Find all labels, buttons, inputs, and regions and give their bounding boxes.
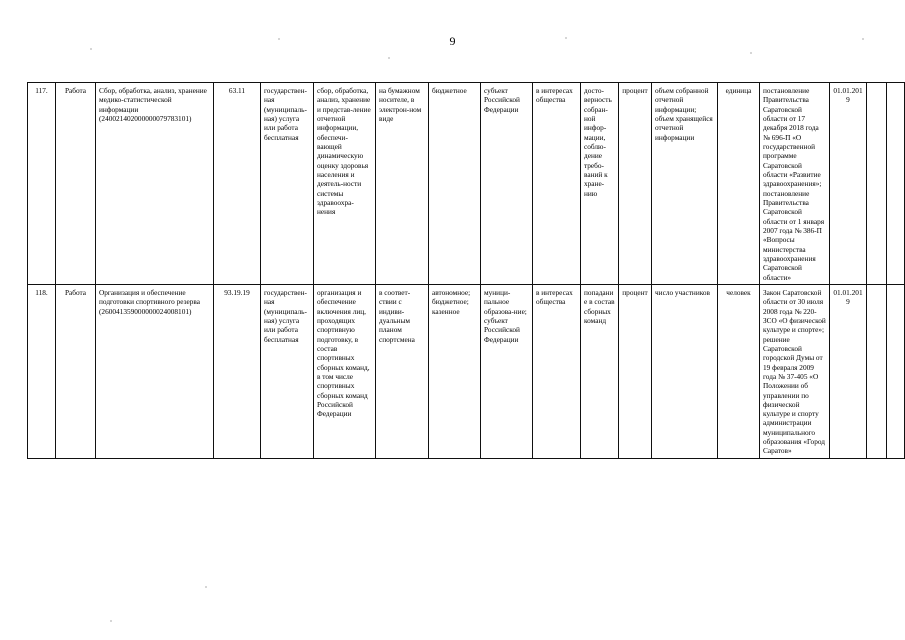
scan-speck xyxy=(110,620,112,622)
cell-extra-1 xyxy=(867,83,887,285)
cell-date: 01.01.2019 xyxy=(830,83,867,285)
cell-volume-name: число участников xyxy=(652,284,718,458)
cell-funding: бюджетное xyxy=(429,83,481,285)
scan-speck xyxy=(388,57,390,59)
cell-number: 118. xyxy=(28,284,56,458)
scan-speck xyxy=(90,48,92,50)
cell-condition: государствен-ная (муниципаль-ная) услуга или работа бесплатная xyxy=(261,284,314,458)
cell-number: 117. xyxy=(28,83,56,285)
cell-code: 63.11 xyxy=(214,83,261,285)
cell-date: 01.01.2019 xyxy=(830,284,867,458)
services-register-table xyxy=(27,82,905,459)
cell-legal-basis: Закон Саратовской области от 30 июля 2008 года № 220-ЗСО «О физической культуре и спорте»; решение Саратовской городской Думы от 19 февраля 2009 года № 37-405 «О Положении об управлении по физической культуре и спорту администрации муниципального образования «Город Саратов» xyxy=(760,284,830,458)
cell-interest: в интересах общества xyxy=(533,284,581,458)
cell-indicator-unit: процент xyxy=(619,83,652,285)
page-number: 9 xyxy=(449,34,456,48)
cell-condition: государствен-ная (муниципаль-ная) услуга или работа бесплатная xyxy=(261,83,314,285)
cell-extra-2 xyxy=(887,284,905,458)
cell-indicator-name: досто-верность собран-ной инфор-мации, соблю-дение требо-ваний к хране-нию xyxy=(581,83,619,285)
cell-name: Организация и обеспечение подготовки спортивного резерва (260041359000000024008101) xyxy=(96,284,214,458)
scan-speck xyxy=(750,52,752,54)
scan-speck xyxy=(205,586,207,588)
cell-volume-unit: единица xyxy=(718,83,760,285)
table-row xyxy=(28,83,905,285)
cell-extra-1 xyxy=(867,284,887,458)
cell-content: сбор, обработка, анализ, хранение и представ-ление отчетной информации, обеспечи-вающей динамическую оценку здоровья населения и деятель-ности системы здравоохра-нения xyxy=(314,83,376,285)
cell-service-type: Работа xyxy=(56,284,96,458)
cell-interest: в интересах общества xyxy=(533,83,581,285)
scan-speck xyxy=(278,38,280,40)
cell-extra-2 xyxy=(887,83,905,285)
scan-speck xyxy=(565,37,567,39)
cell-code: 93.19.19 xyxy=(214,284,261,458)
cell-funding: автономное; бюджетное; казенное xyxy=(429,284,481,458)
cell-volume-unit: человек xyxy=(718,284,760,458)
cell-content: организация и обеспечение включения лиц, проходящих спортивную подготовку, в состав спортивных сборных команд, в том числе спортивных сборных команд Российской Федерации xyxy=(314,284,376,458)
cell-consumer: субъект Российской Федерации xyxy=(481,83,533,285)
table-row xyxy=(28,284,905,458)
cell-form: в соответ-ствии с индиви-дуальным планом спортсмена xyxy=(376,284,429,458)
scan-speck xyxy=(862,38,864,40)
cell-name: Сбор, обработка, анализ, хранение медико-статистической информации (240021402000000079783101) xyxy=(96,83,214,285)
cell-indicator-name: попадание в состав сборных команд xyxy=(581,284,619,458)
cell-legal-basis: постановление Правительства Саратовской области от 17 декабря 2018 года № 696-П «О государственной программе Саратовской области «Развитие здравоохранения»; постановление Правительства Саратовской области от 1 января 2007 года № 386-П «Вопросы министерства здравоохранения Саратовской области» xyxy=(760,83,830,285)
cell-form: на бумажном носителе, в электрон-ном виде xyxy=(376,83,429,285)
cell-indicator-unit: процент xyxy=(619,284,652,458)
cell-volume-name: объем собранной отчетной информации; объем хранящейся отчетной информации xyxy=(652,83,718,285)
cell-service-type: Работа xyxy=(56,83,96,285)
cell-consumer: муници-пальное образова-ние; субъект Российской Федерации xyxy=(481,284,533,458)
